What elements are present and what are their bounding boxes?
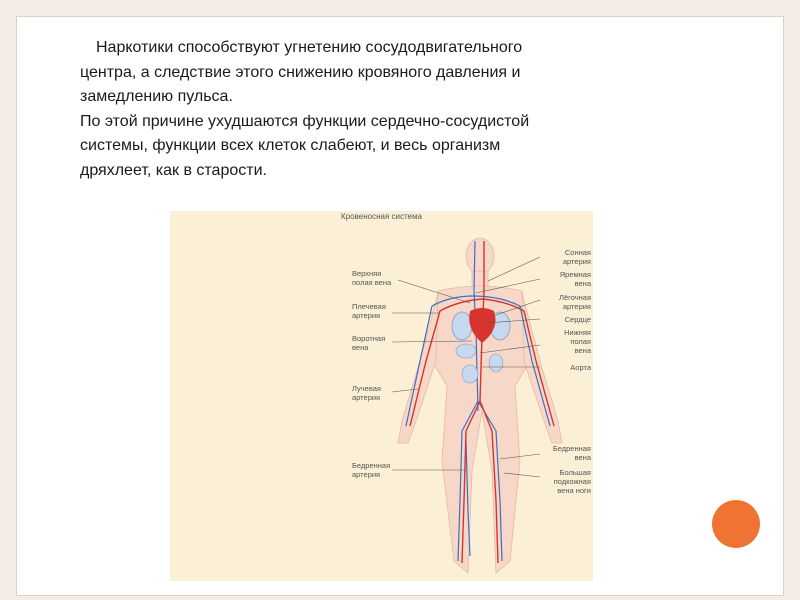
label-great-saphenous-vein: Большая подкожная вена ноги (553, 468, 591, 495)
label-femoral-artery: Бедренная артерия (352, 461, 391, 479)
circulatory-system-illustration (170, 211, 593, 581)
text-line: дряхлеет, как в старости. (80, 161, 267, 179)
label-jugular-vein: Яремная вена (559, 270, 591, 288)
body-silhouette (398, 238, 562, 573)
label-radial-artery: Лучевая артерия (352, 384, 381, 402)
text-line: Наркотики способствуют угнетению сосудодвигательного (96, 39, 523, 56)
label-brachial-artery: Плечевая артерия (352, 302, 386, 320)
label-aorta: Аорта (570, 363, 591, 372)
circulatory-system-figure (170, 211, 593, 581)
label-portal-vein: Воротная вена (352, 334, 386, 352)
label-inferior-vena-cava: Нижняя полая вена (564, 328, 591, 355)
text-line: По этой причине ухудшаются функции сердечно-сосудистой (80, 112, 530, 130)
text-line: замедлению пульса. (80, 88, 233, 105)
label-carotid-artery: Сонная артерия (562, 248, 591, 266)
figure-title: Кровеносная система (341, 212, 422, 221)
body-text (80, 36, 660, 183)
label-heart: Сердце (564, 315, 591, 324)
label-superior-vena-cava: Верхняя полая вена (352, 269, 392, 287)
label-femoral-vein: Бедренная вена (552, 444, 591, 462)
text-line: системы, функции всех клеток слабеют, и весь организм (80, 137, 501, 154)
text-line: центра, а следствие этого снижению кровяного давления и (80, 63, 521, 81)
label-pulmonary-artery: Лёгочная артерия (559, 293, 591, 311)
decorative-circle (712, 500, 760, 548)
